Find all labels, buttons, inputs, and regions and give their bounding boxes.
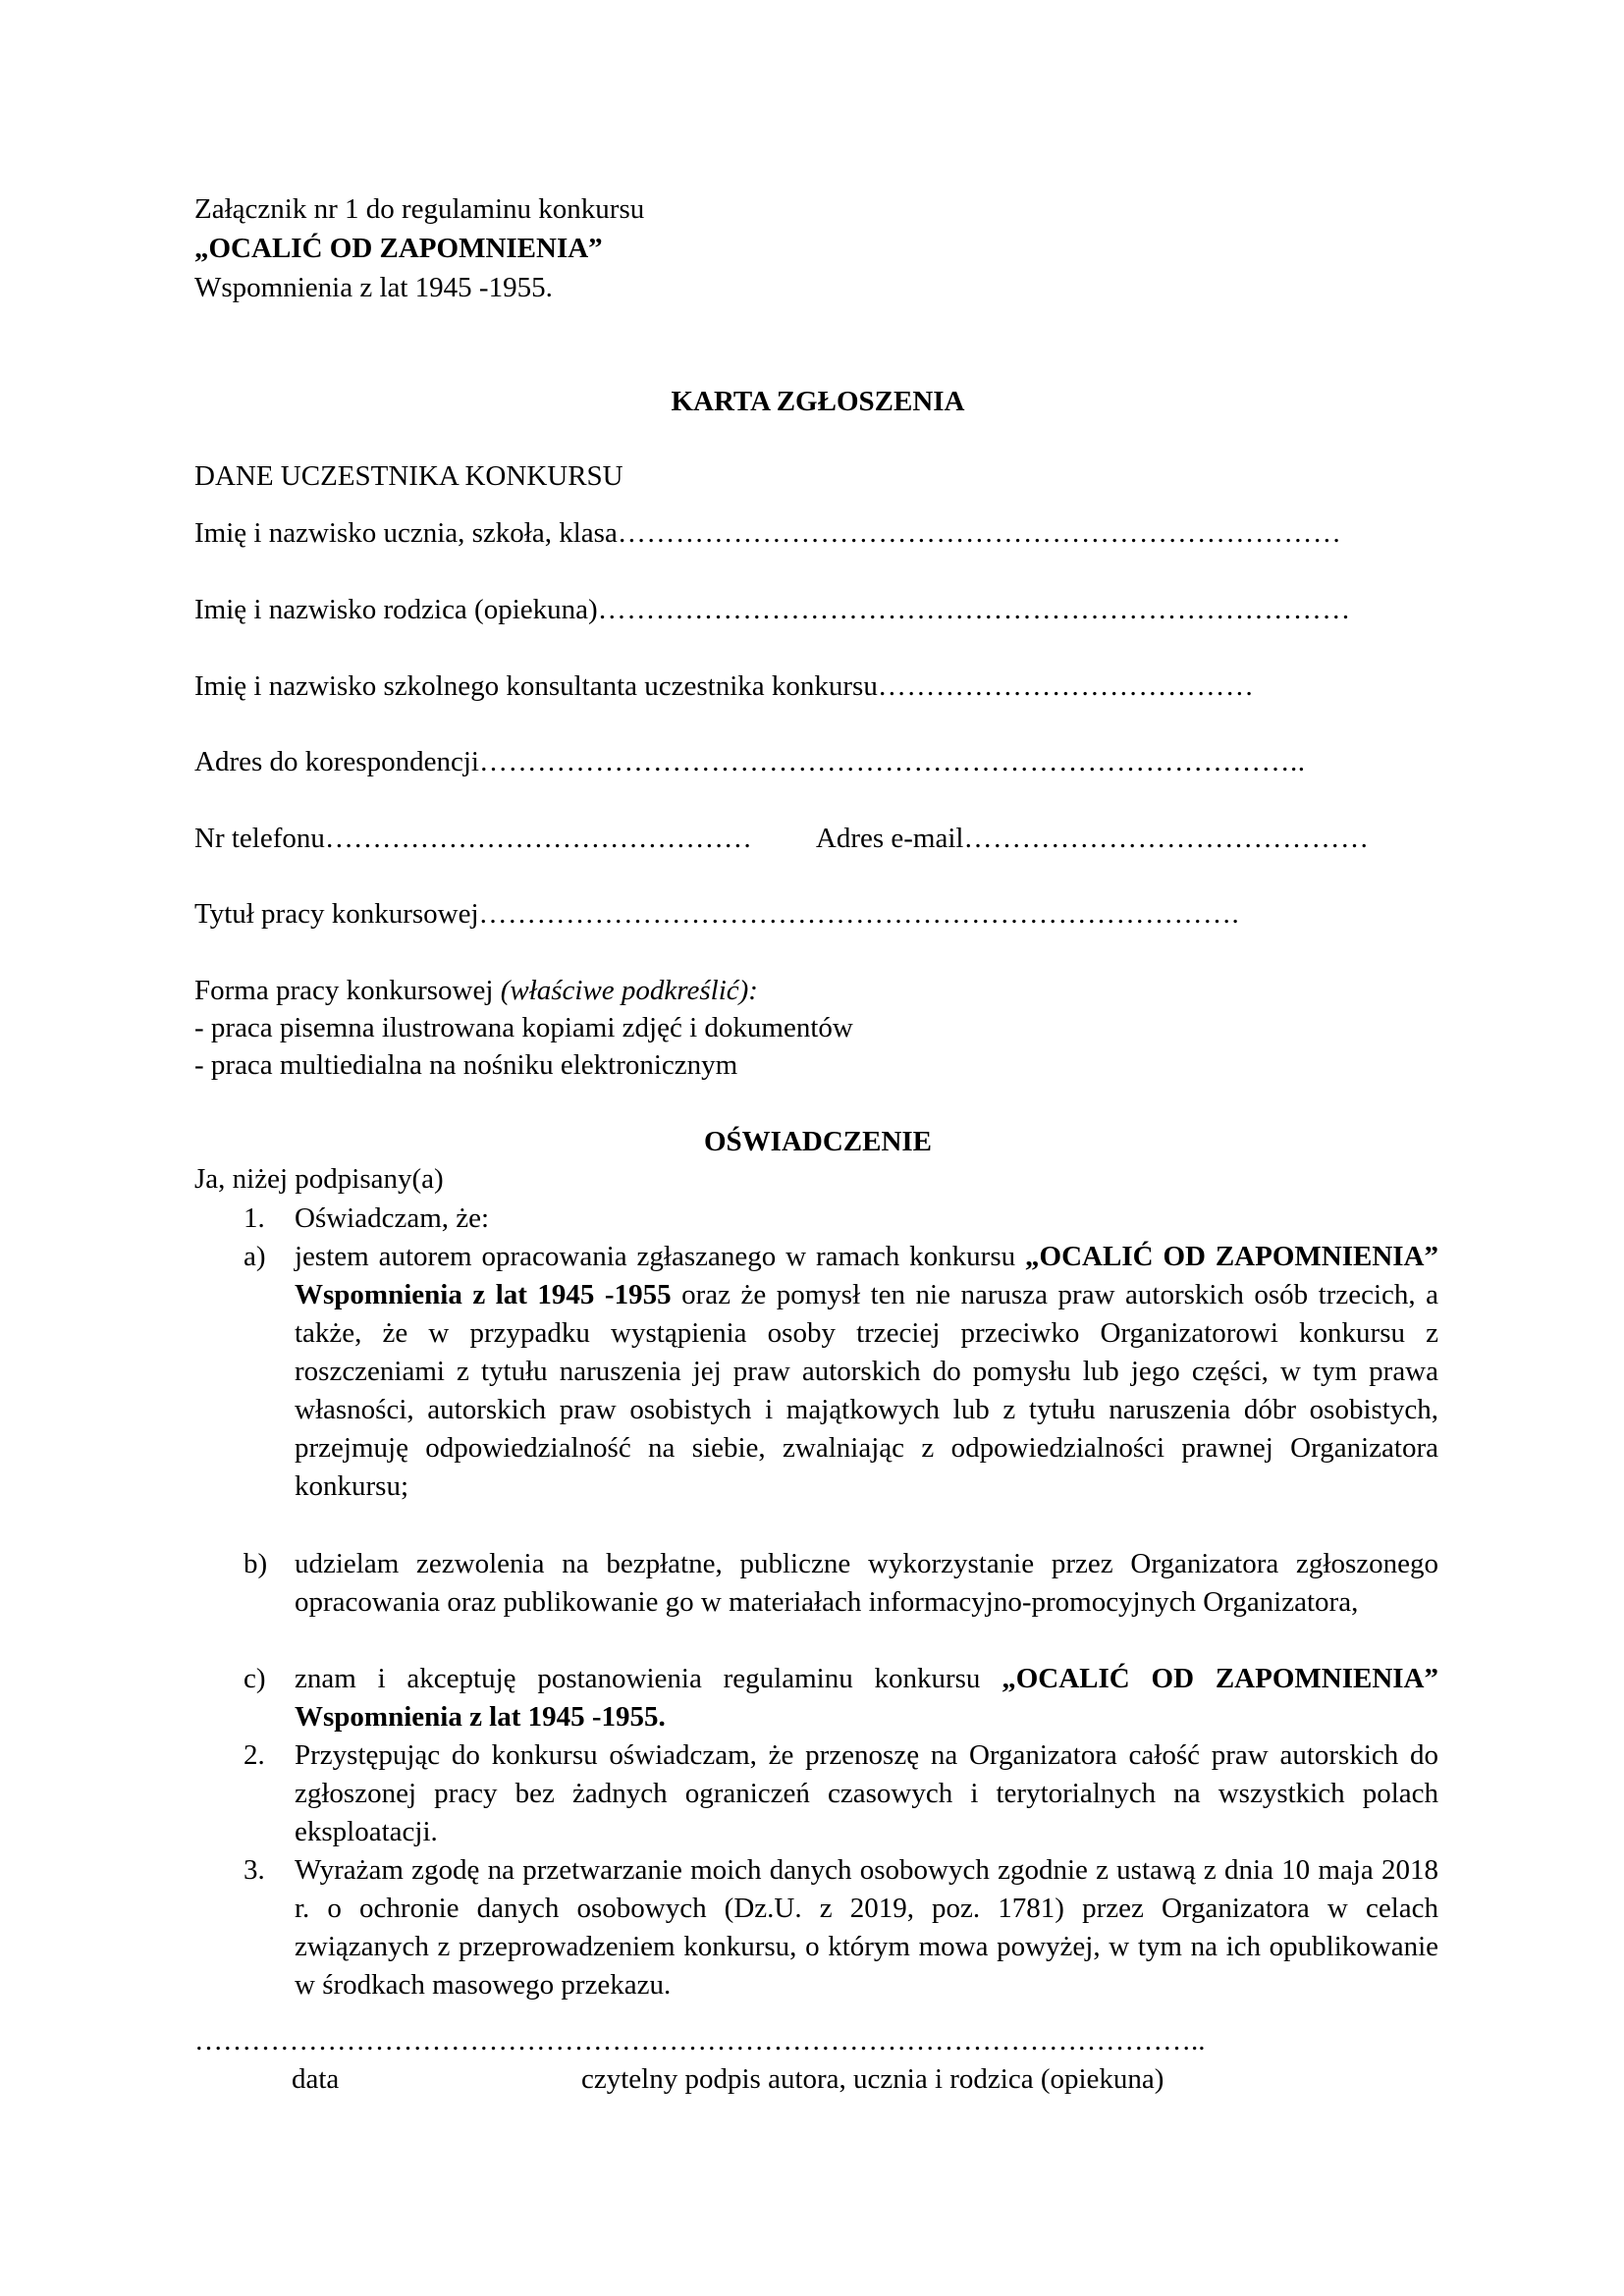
item-text-pre: znam i akceptuję postanowienia regulaminu konkursu [295, 1663, 1002, 1694]
list-marker: c) [244, 1663, 266, 1694]
work-form-option-2[interactable]: - praca multiedialna na nośniku elektronicznym [194, 1049, 738, 1081]
field-label: Imię i nazwisko rodzica (opiekuna) [194, 594, 598, 625]
phone-label: Nr telefonu [194, 823, 325, 854]
declaration-item-b [244, 1545, 1438, 1622]
field-label: Tytuł pracy konkursowej [194, 898, 479, 930]
fill-line[interactable]: ……………………………………………………………………. [478, 898, 1240, 930]
work-form-text: Forma pracy konkursowej [194, 975, 501, 1006]
list-marker: b) [244, 1548, 268, 1579]
contest-name-inline: „OCALIĆ OD ZAPOMNIENIA” Wspomnienia z lat 1945 -1955. [295, 1663, 1438, 1733]
list-marker: 1. [244, 1202, 265, 1234]
email-fill-line[interactable]: …………………………………… [963, 823, 1370, 854]
phone-fill-line[interactable]: ……………………………………… [324, 823, 752, 854]
list-marker: 2. [244, 1739, 265, 1771]
list-marker: a) [244, 1241, 266, 1272]
contest-name: „OCALIĆ OD ZAPOMNIENIA” [194, 233, 603, 264]
section-heading: DANE UCZESTNIKA KONKURSU [194, 460, 623, 492]
field-parent-name[interactable] [194, 591, 1441, 629]
item-text-pre: jestem autorem opracowania zgłaszanego w ramach konkursu [295, 1241, 1026, 1272]
attachment-line: Załącznik nr 1 do regulaminu konkursu [194, 193, 645, 225]
date-label: data [292, 2063, 340, 2095]
work-form-hint: (właściwe podkreślić): [500, 975, 758, 1006]
list-marker: 3. [244, 1854, 265, 1886]
field-student-name[interactable] [194, 514, 1441, 553]
work-form-label [194, 972, 758, 1010]
field-work-title[interactable] [194, 895, 1441, 934]
contest-subtitle: Wspomnienia z lat 1945 -1955. [194, 272, 553, 303]
declaration-item-c [244, 1660, 1438, 1736]
item-text-post: oraz że pomysł ten nie narusza praw autorskich osób trzecich, a także, że w przypadku wystąpienia osoby trzeciej przeciwko Organizatorowi konkursu z roszczeniami z tytułu naruszenia jej praw autorskich do pomysłu lub jego części, w tym prawa własności, autorskich praw osobistych i majątkowych lub z tytułu naruszenia dóbr osobistych, przejmuję odpowiedzialność na siebie, zwalniając z odpowiedzialności prawnej Organizatora konkursu; [295, 1279, 1438, 1502]
contest-name-inline: „OCALIĆ OD ZAPOMNIENIA” Wspomnienia z lat 1945 -1955 [295, 1241, 1439, 1310]
signature-label: czytelny podpis autora, ucznia i rodzica (opiekuna) [581, 2063, 1164, 2095]
form-title: KARTA ZGŁOSZENIA [671, 386, 965, 417]
item-text: Oświadczam, że: [295, 1202, 490, 1234]
item-text: Wyrażam zgodę na przetwarzanie moich danych osobowych zgodnie z ustawą z dnia 10 maja 2018 r. o ochronie danych osobowych (Dz.U. z 2019, poz. 1781) przez Organizatora w celach związanych z przeprowadzeniem konkursu, o którym mowa powyżej, w tym na ich opublikowanie w środkach masowego przekazu. [295, 1854, 1438, 2001]
fill-line[interactable]: …………………………………………………………………… [597, 594, 1351, 625]
fill-line[interactable]: ………………………………… [877, 670, 1255, 702]
email-label: Adres e-mail [815, 823, 964, 854]
declaration-item-3 [244, 1851, 1438, 2004]
declaration-intro: Ja, niżej podpisany(a) [194, 1163, 444, 1195]
declaration-item-a [244, 1238, 1439, 1506]
declaration-item-2 [244, 1736, 1438, 1851]
field-label: Imię i nazwisko szkolnego konsultanta uczestnika konkursu [194, 670, 878, 702]
field-label: Imię i nazwisko ucznia, szkoła, klasa [194, 517, 618, 549]
signature-line[interactable]: …………………………………………………………………………………………….. [194, 2025, 1206, 2056]
field-consultant-name[interactable] [194, 667, 1441, 706]
work-form-option-1[interactable]: - praca pisemna ilustrowana kopiami zdjęć i dokumentów [194, 1012, 853, 1043]
fill-line[interactable]: ………………………………………………………………… [617, 517, 1342, 549]
declaration-item-1 [244, 1200, 1438, 1238]
field-address[interactable] [194, 743, 1441, 781]
fill-line[interactable]: ………………………………………………………………………….. [478, 746, 1306, 777]
field-label: Adres do korespondencji [194, 746, 479, 777]
declaration-title: OŚWIADCZENIE [703, 1126, 933, 1157]
item-text: udzielam zezwolenia na bezpłatne, publiczne wykorzystanie przez Organizatora zgłoszonego opracowania oraz publikowanie go w materiałach informacyjno-promocyjnych Organizatora, [295, 1548, 1438, 1618]
item-text: Przystępując do konkursu oświadczam, że przenoszę na Organizatora całość praw autorskich do zgłoszonej pracy bez żadnych ograniczeń czasowych i terytorialnych na wszystkich polach eksploatacji. [295, 1739, 1438, 1847]
field-phone-email[interactable] [194, 820, 1441, 858]
